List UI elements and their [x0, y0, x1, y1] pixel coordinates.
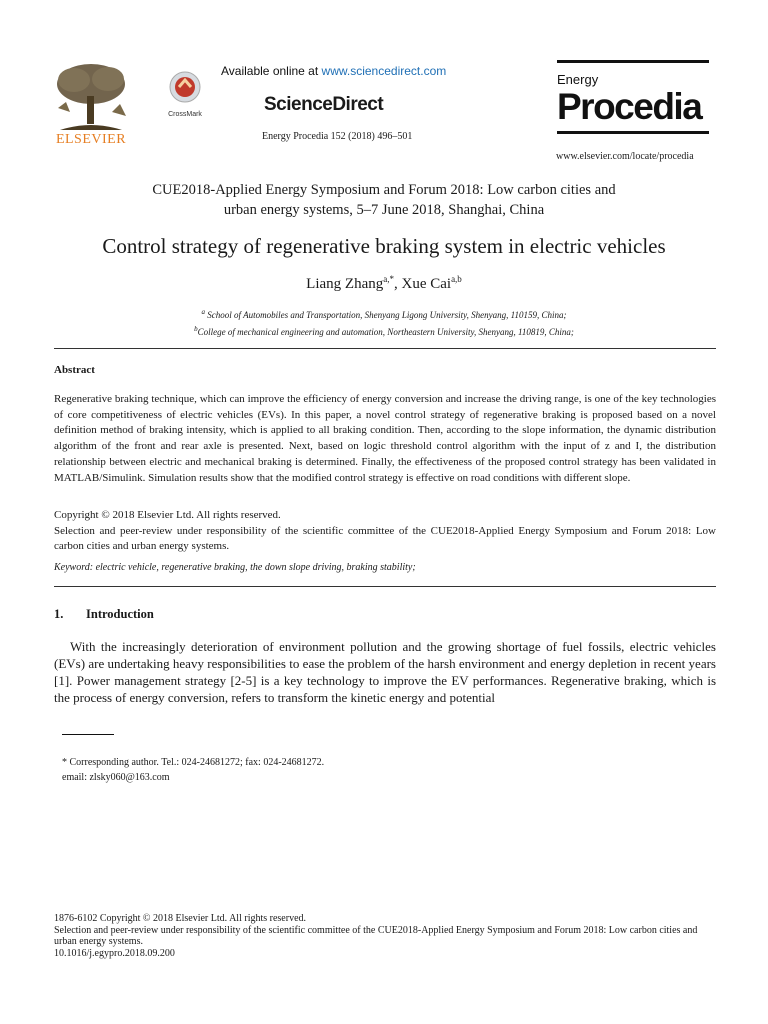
- affiliations: [40, 305, 728, 339]
- abstract-heading: Abstract: [54, 364, 95, 376]
- footer-review: Selection and peer-review under responsibility of the scientific committee of the CUE2018-Applied Energy Symposium and Forum 2018: Low carbon cities and urban energy systems.: [54, 924, 698, 947]
- paper-title: Control strategy of regenerative braking system in electric vehicles: [102, 234, 666, 258]
- abstract-body: Regenerative braking technique, which can improve the efficiency of energy conversion and increase the driving range, is one of the key technologies of core competitiveness of electric vehicles (EVs). In this paper, a novel control strategy of regenerative braking is proposed based on a novel definition method of braking intensity, which is applied to all braking condition. Then, according to the slope information, the dynamic distribution algorithm of the front and rear axle is presented. Next, based on logic threshold control algorithm with the input of z and I, the distribution relationship between electric and mechanical braking is determined. Finally, the effectiveness of the proposed control strategy has been validated in MATLAB/Simulink. Simulation results show that the modified control strategy is effective on road conditions with different slope.: [54, 393, 716, 484]
- sciencedirect-link[interactable]: www.sciencedirect.com: [321, 64, 447, 78]
- introduction-body: [54, 638, 716, 706]
- divider-top: [54, 348, 716, 349]
- logo-rule-bottom: [557, 131, 709, 134]
- copyright-block: [54, 508, 716, 555]
- affiliation-b-text: College of mechanical engineering and automation, Northeastern University, Shenyang, 110819, China;: [197, 327, 574, 337]
- logo-rule-top: [557, 60, 709, 63]
- crossmark-badge[interactable]: [165, 70, 205, 122]
- crossmark-label: CrossMark: [168, 111, 202, 118]
- footnote-corresponding: * Corresponding author. Tel.: 024-24681272; fax: 024-24681272.: [62, 757, 325, 768]
- sciencedirect-title: ScienceDirect: [264, 94, 384, 115]
- crossmark-icon: [168, 70, 202, 104]
- section-number: 1.: [54, 607, 64, 621]
- author-list: [40, 274, 728, 293]
- keywords: Keyword: electric vehicle, regenerative braking, the down slope driving, braking stability;: [54, 562, 416, 573]
- abstract-copyright: Copyright © 2018 Elsevier Ltd. All rights reserved.: [54, 509, 281, 521]
- section-heading: [54, 607, 154, 622]
- available-online-line: [221, 64, 446, 78]
- affiliation-b-mark: b: [194, 325, 198, 333]
- author-separator: ,: [393, 276, 402, 292]
- footnote: [62, 755, 324, 785]
- footnote-email[interactable]: email: zlsky060@163.com: [62, 772, 170, 783]
- journal-url[interactable]: www.elsevier.com/locate/procedia: [556, 151, 694, 162]
- available-prefix: Available online at: [221, 64, 322, 78]
- section-title: Introduction: [86, 607, 154, 621]
- conference-line-1: CUE2018-Applied Energy Symposium and Forum 2018: Low carbon cities and: [152, 182, 616, 198]
- author-2-affil: a,b: [451, 274, 462, 284]
- author-1: Liang Zhang: [306, 276, 384, 292]
- affiliation-a: [40, 305, 728, 322]
- author-1-affil: a,*: [383, 274, 394, 284]
- author-2: Xue Cai: [401, 276, 452, 292]
- footer-doi[interactable]: 10.1016/j.egypro.2018.09.200: [54, 947, 175, 959]
- introduction-text: With the increasingly deterioration of environment pollution and the growing shortage of fuel fossils, electric vehicles (EVs) are undertaking heavy responsibilities to ease the problem of the harsh environment and energy depletion in recent years [1]. Power management strategy [2-5] is a key technology to improve the EV performances. Regenerative braking, which is the process of energy conversion, refers to transform the kinetic energy and potential: [54, 639, 716, 705]
- logo-procedia-word: Procedia: [557, 86, 702, 127]
- conference-line-2: urban energy systems, 5–7 June 2018, Shanghai, China: [223, 202, 545, 218]
- footnote-rule: [62, 734, 114, 735]
- energy-procedia-logo: [557, 60, 709, 134]
- divider-bottom: [54, 586, 716, 587]
- conference-info: [60, 180, 708, 220]
- footer-issn: 1876-6102 Copyright © 2018 Elsevier Ltd. All rights reserved.: [54, 913, 307, 924]
- affiliation-a-mark: a: [201, 308, 206, 316]
- journal-reference: Energy Procedia 152 (2018) 496–501: [262, 131, 413, 142]
- logo-energy-word: Energy: [557, 72, 599, 87]
- elsevier-wordmark: ELSEVIER: [55, 132, 127, 147]
- page-footer: [54, 913, 716, 959]
- affiliation-a-text: School of Automobiles and Transportation, Shenyang Ligong University, Shenyang, 110159, China;: [205, 310, 567, 320]
- affiliation-b: [40, 322, 728, 339]
- abstract-review: Selection and peer-review under responsibility of the scientific committee of the CUE2018-Applied Energy Symposium and Forum 2018: Low carbon cities and urban energy systems.: [54, 524, 716, 553]
